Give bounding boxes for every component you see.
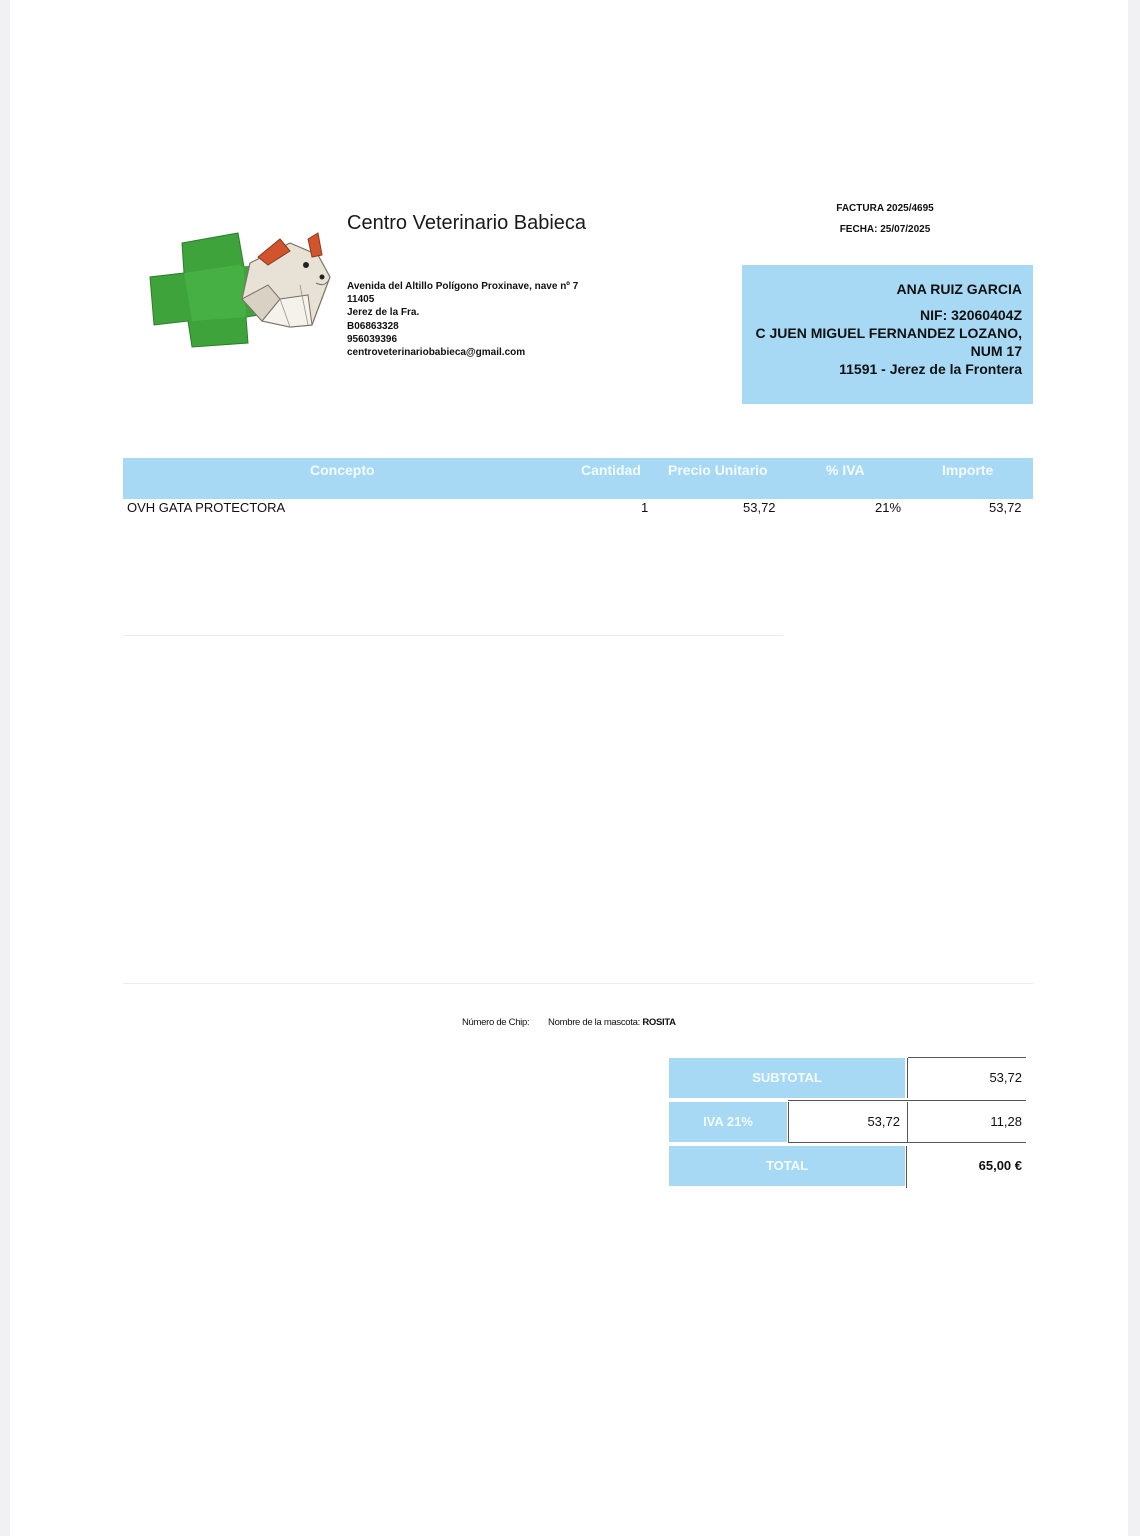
divider — [906, 1146, 907, 1188]
divider — [907, 1058, 908, 1098]
divider — [123, 983, 1033, 984]
items-table-header — [123, 458, 1033, 499]
row-amount: 53,72 — [989, 500, 1022, 515]
header-unit-price: Precio Unitario — [668, 462, 768, 478]
divider — [788, 1100, 1026, 1101]
header-amount: Importe — [942, 462, 994, 478]
pet-name-value: ROSITA — [642, 1017, 676, 1028]
clinic-tax-id: B06863328 — [347, 320, 399, 332]
vat-value: 11,28 — [990, 1114, 1022, 1129]
header-quantity: Cantidad — [581, 462, 641, 478]
subtotal-value: 53,72 — [989, 1070, 1022, 1085]
total-value: 65,00 € — [978, 1158, 1022, 1173]
client-street: C JUEN MIGUEL FERNANDEZ LOZANO, — [755, 325, 1022, 341]
client-city: 11591 - Jerez de la Frontera — [839, 361, 1022, 377]
clinic-postal-code: 11405 — [347, 294, 375, 306]
clinic-email: centroveterinariobabieca@gmail.com — [347, 347, 526, 359]
clinic-phone: 956039396 — [347, 333, 398, 345]
invoice-date: FECHA: 25/07/2025 — [839, 224, 931, 235]
total-label: TOTAL — [765, 1158, 809, 1173]
vat-label-cell — [669, 1102, 787, 1142]
invoice-page — [10, 0, 1128, 1536]
chip-label: Número de Chip: — [462, 1017, 530, 1028]
pet-info — [462, 1017, 676, 1028]
row-concept: OVH GATA PROTECTORA — [127, 500, 286, 515]
divider — [908, 1057, 1026, 1058]
clinic-name: Centro Veterinario Babieca — [347, 212, 587, 234]
header-concept: Concepto — [310, 462, 375, 478]
subtotal-label: SUBTOTAL — [752, 1070, 822, 1085]
divider — [907, 1102, 908, 1142]
vat-label: IVA 21% — [703, 1114, 753, 1129]
subtotal-label-cell — [669, 1058, 905, 1098]
clinic-address: Avenida del Altillo Polígono Proxinave, nave nº 7 — [347, 281, 579, 292]
client-street-number: NUM 17 — [970, 343, 1022, 359]
invoice-number: FACTURA 2025/4695 — [836, 203, 934, 214]
divider — [788, 1102, 789, 1142]
divider — [123, 635, 783, 636]
row-vat: 21% — [875, 500, 902, 515]
client-nif: NIF: 32060404Z — [920, 307, 1022, 323]
total-label-cell — [669, 1146, 905, 1186]
row-unit-price: 53,72 — [743, 500, 776, 515]
divider — [788, 1142, 1026, 1143]
clinic-logo-icon — [140, 225, 340, 350]
client-box — [742, 265, 1033, 404]
row-quantity: 1 — [641, 500, 649, 515]
clinic-contact-block — [347, 280, 578, 359]
vat-base: 53,72 — [867, 1114, 900, 1129]
header-vat: % IVA — [826, 462, 865, 478]
clinic-city: Jerez de la Fra. — [347, 307, 420, 319]
pet-name-label: Nombre de la mascota: — [548, 1017, 640, 1028]
client-name: ANA RUIZ GARCIA — [896, 281, 1022, 297]
